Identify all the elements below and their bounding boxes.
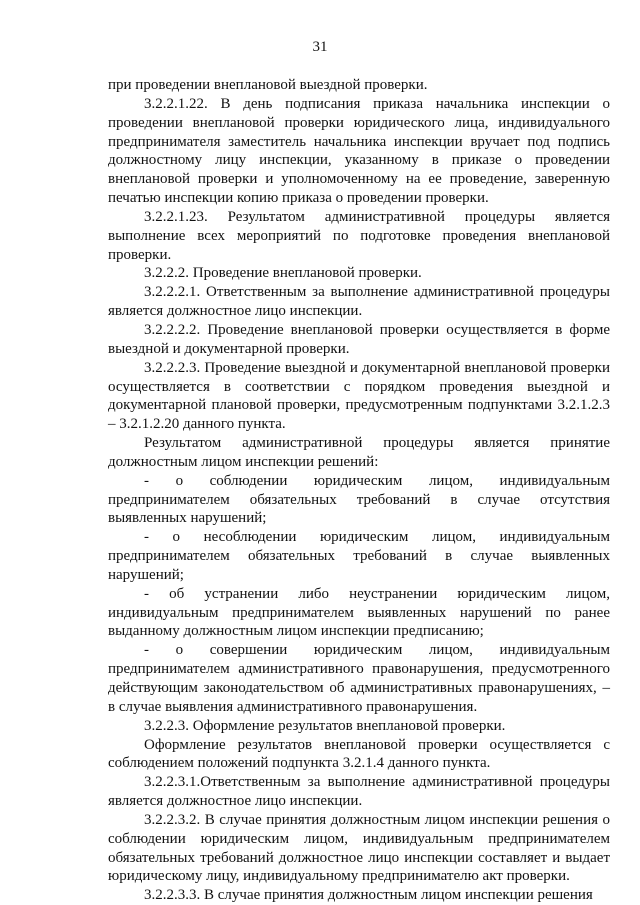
paragraph: 3.2.2.2.3. Проведение выездной и документарной внеплановой проверки осуществляется в соответствии с порядком проведения выездной и документарной плановой проверки, предусмотренным подпунктами 3.2.1.2.3 – 3.2.1.2.20 данного пункта. xyxy=(108,359,610,433)
paragraph: 3.2.2.2.2. Проведение внеплановой проверки осуществляется в форме выездной и документарной проверки. xyxy=(108,321,610,357)
list-item: - о соблюдении юридическим лицом, индивидуальным предпринимателем обязательных требований в случае отсутствия выявленных нарушений; xyxy=(108,472,610,527)
paragraph: 3.2.2.3.3. В случае принятия должностным лицом инспекции решения xyxy=(144,887,593,904)
page-number: 31 xyxy=(312,39,328,55)
list-item: - о совершении юридическим лицом, индивидуальным предпринимателем административного правонарушения, предусмотренного действующим законодательством об административных правонарушениях, – в случае выявления административного правонарушения. xyxy=(108,642,610,715)
body-text xyxy=(108,76,610,905)
paragraph: 3.2.2.2.1. Ответственным за выполнение административной процедуры является должностное лицо инспекции. xyxy=(108,284,610,320)
paragraph: Оформление результатов внеплановой проверки осуществляется с соблюдением положений подпункта 3.2.1.4 данного пункта. xyxy=(108,736,610,772)
paragraph: 3.2.2.1.22. В день подписания приказа начальника инспекции о проведении внеплановой проверки юридического лица, индивидуального предпринимателя заместитель начальника инспекции вручает под подпись должностному лицу инспекции, указанному в приказе о проведении внеплановой проверки и уполномоченному на ее проведение, заверенную печатью инспекции копию приказа о проведении проверки. xyxy=(108,95,610,207)
list-item: - об устранении либо неустранении юридическим лицом, индивидуальным предпринимателем выявленных нарушений по ранее выданному должностным лицом инспекции предписанию; xyxy=(108,585,610,640)
paragraph: 3.2.2.3.1.Ответственным за выполнение административной процедуры является должностное лицо инспекции. xyxy=(108,774,610,810)
list-item: - о несоблюдении юридическим лицом, индивидуальным предпринимателем обязательных требований в случае выявленных нарушений; xyxy=(108,529,610,583)
paragraph: 3.2.2.1.23. Результатом административной процедуры является выполнение всех мероприятий по подготовке проведения внеплановой проверки. xyxy=(108,208,610,263)
paragraph: при проведении внеплановой выездной проверки. xyxy=(108,77,428,93)
paragraph: Результатом административной процедуры является принятие должностным лицом инспекции решений: xyxy=(108,435,610,470)
paragraph: 3.2.2.3.2. В случае принятия должностным лицом инспекции решения о соблюдении юридическим лицом, индивидуальным предпринимателем обязательных требований должностное лицо инспекции составляет и выдает юридическому лицу, индивидуальному предпринимателю акт проверки. xyxy=(108,811,610,885)
paragraph: 3.2.2.2. Проведение внеплановой проверки. xyxy=(144,265,422,282)
paragraph: 3.2.2.3. Оформление результатов внеплановой проверки. xyxy=(144,717,506,734)
